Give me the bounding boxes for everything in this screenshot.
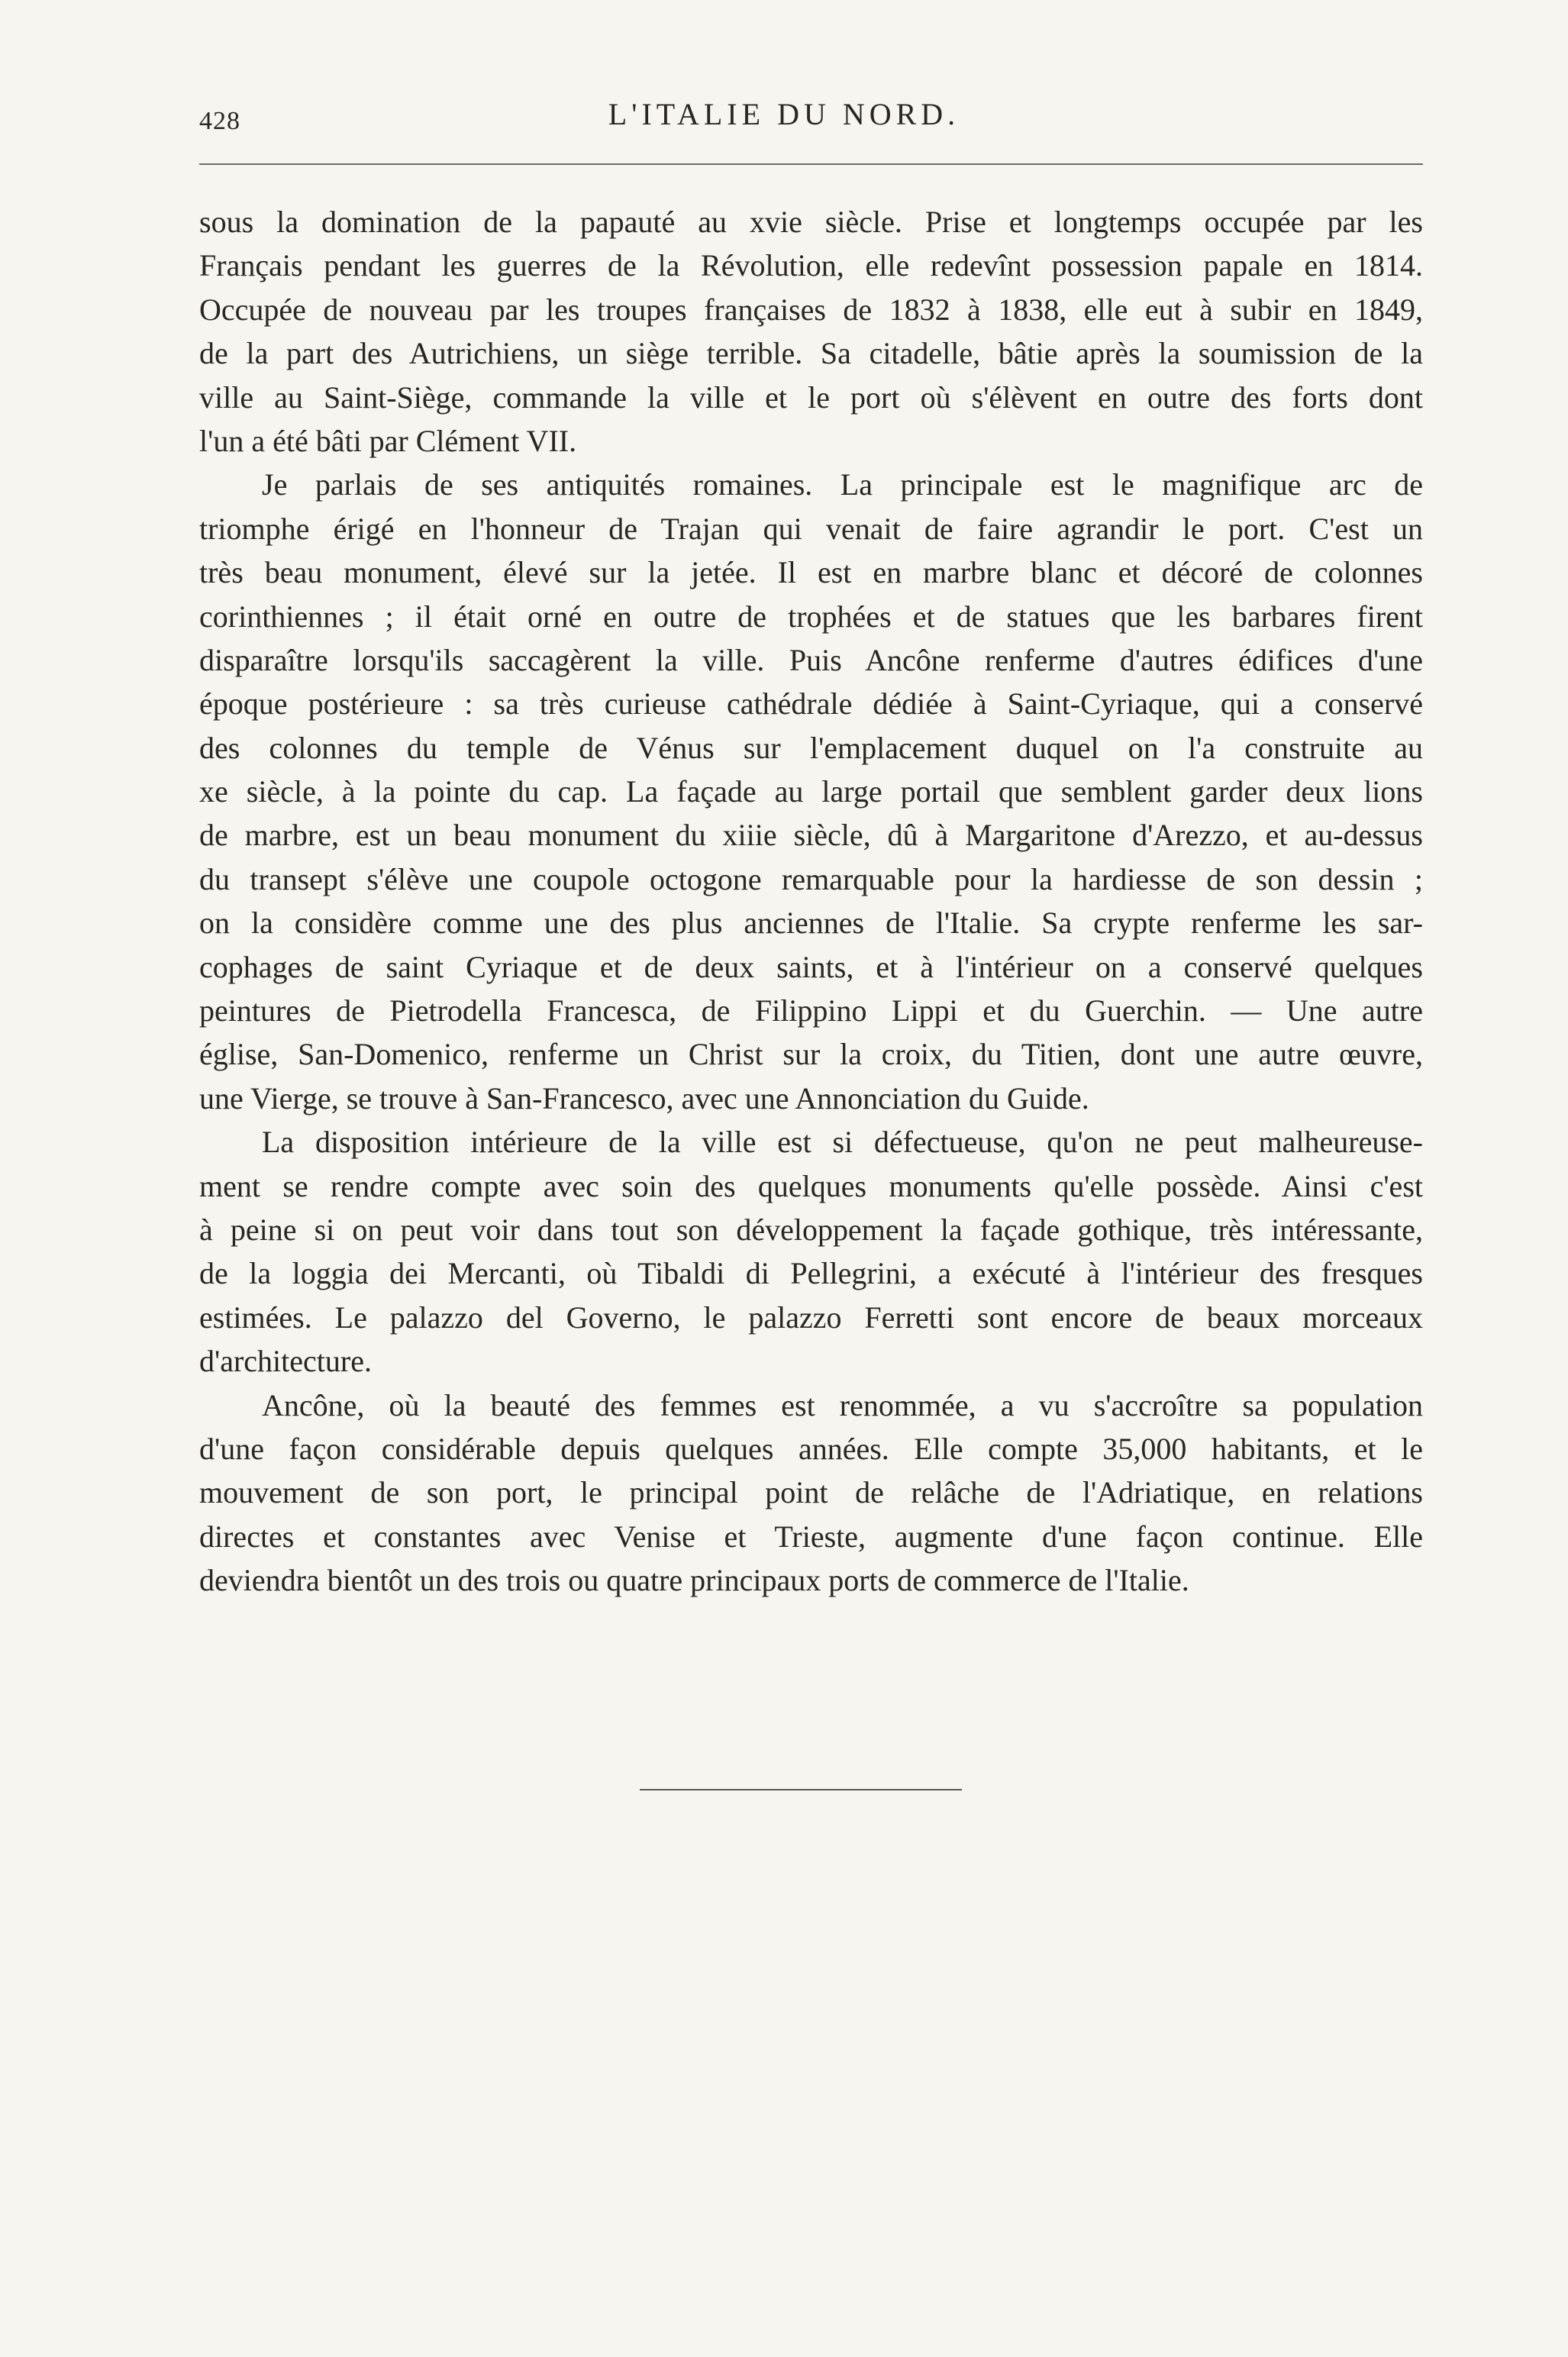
paragraph-start-line: La disposition intérieure de la ville est si défectueuse, qu'on ne peut malheureuse-: [262, 1125, 1423, 1160]
paragraph-start-line: Je parlais de ses antiquités romaines. La principale est le magnifique arc de: [262, 467, 1423, 502]
text-line: mouvement de son port, le principal point de relâche de l'Adriatique, en relations: [199, 1475, 1423, 1510]
text-line: on la considère comme une des plus anciennes de l'Italie. Sa crypte renferme les sar-: [199, 906, 1423, 941]
text-line: ment se rendre compte avec soin des quelques monuments qu'elle possède. Ainsi c'est: [199, 1168, 1423, 1203]
end-rule: [640, 1789, 962, 1790]
text-line: de marbre, est un beau monument du xiiie siècle, dû à Margaritone d'Arezzo, et au-dessus: [199, 818, 1423, 853]
text-line: sous la domination de la papauté au xvie siècle. Prise et longtemps occupée par les: [199, 205, 1423, 239]
text-line: triomphe érigé en l'honneur de Trajan qui venait de faire agrandir le port. C'est un: [199, 511, 1423, 546]
text-line: de la part des Autrichiens, un siège terrible. Sa citadelle, bâtie après la soumission de la: [199, 336, 1423, 371]
text-line: estimées. Le palazzo del Governo, le palazzo Ferretti sont encore de beaux morceaux: [199, 1300, 1423, 1335]
text-line: des colonnes du temple de Vénus sur l'emplacement duquel on l'a construite au: [199, 730, 1423, 765]
text-line: d'une façon considérable depuis quelques années. Elle compte 35,000 habitants, et le: [199, 1431, 1423, 1466]
text-line: Français pendant les guerres de la Révolution, elle redevînt possession papale en 1814.: [199, 248, 1423, 283]
text-line: à peine si on peut voir dans tout son développement la façade gothique, très intéressante,: [199, 1212, 1423, 1247]
text-line: xe siècle, à la pointe du cap. La façade au large portail que semblent garder deux lions: [199, 774, 1423, 809]
text-line: très beau monument, élevé sur la jetée. Il est en marbre blanc et décoré de colonnes: [199, 555, 1423, 590]
paragraph-start-line: Ancône, où la beauté des femmes est renommée, a vu s'accroître sa population: [262, 1387, 1423, 1422]
text-line: époque postérieure : sa très curieuse cathédrale dédiée à Saint-Cyriaque, qui a conservé: [199, 686, 1423, 722]
text-body: [199, 200, 1423, 1603]
text-line: une Vierge, se trouve à San-Francesco, avec une Annonciation du Guide.: [199, 1080, 1089, 1116]
text-line: ville au Saint-Siège, commande la ville et le port où s'élèvent en outre des forts dont: [199, 379, 1423, 415]
header-rule: [199, 163, 1423, 165]
text-line: peintures de Pietrodella Francesca, de Filippino Lippi et du Guerchin. — Une autre: [199, 993, 1423, 1028]
text-line: de la loggia dei Mercanti, où Tibaldi di Pellegrini, a exécuté à l'intérieur des fresques: [199, 1256, 1423, 1291]
text-line: cophages de saint Cyriaque et de deux saints, et à l'intérieur on a conservé quelques: [199, 949, 1423, 984]
text-line: du transept s'élève une coupole octogone remarquable pour la hardiesse de son dessin ;: [199, 861, 1423, 896]
running-title: L'ITALIE DU NORD.: [608, 97, 960, 131]
page-number: 428: [199, 107, 240, 135]
text-line: directes et constantes avec Venise et Trieste, augmente d'une façon continue. Elle: [199, 1519, 1423, 1554]
text-line: l'un a été bâti par Clément VII.: [199, 423, 577, 458]
text-line: Occupée de nouveau par les troupes françaises de 1832 à 1838, elle eut à subir en 1849,: [199, 292, 1423, 327]
text-line: corinthiennes ; il était orné en outre de trophées et de statues que les barbares firent: [199, 599, 1423, 634]
text-line: disparaître lorsqu'ils saccagèrent la ville. Puis Ancône renferme d'autres édifices d'une: [199, 642, 1423, 677]
text-line: d'architecture.: [199, 1344, 372, 1379]
text-line: deviendra bientôt un des trois ou quatre principaux ports de commerce de l'Italie.: [199, 1563, 1189, 1598]
text-line: église, San-Domenico, renferme un Christ sur la croix, du Titien, dont une autre œuvre,: [199, 1037, 1423, 1072]
